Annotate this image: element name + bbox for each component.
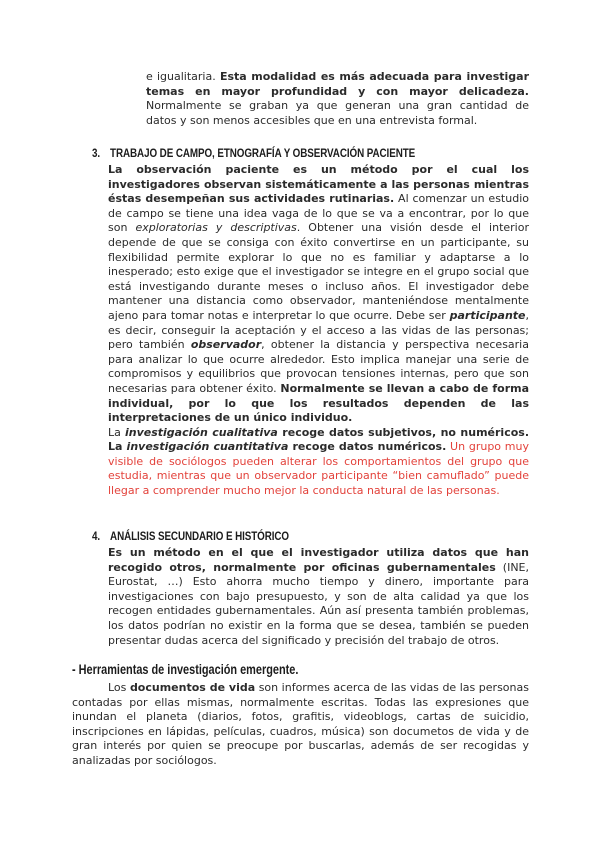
tools-body xyxy=(72,681,529,769)
section-3-heading xyxy=(92,146,415,160)
body-text: son informes acerca de las vidas de las personas contadas por ellas mismas, normalmente escritas. Todas las expresiones que inundan el planeta (diarios, fotos, grafitis, videoblogs, cartas de suicidio, inscripciones en lápidas, películas, cuadros, música) son documetos de vida y de gran interés por quien se preocupe por buscarlas, además de ser recogidas y analizadas por sociólogos. xyxy=(72,681,529,767)
section-3-body xyxy=(108,163,529,499)
section-number: 3. xyxy=(92,146,101,160)
body-text: . Obtener una visión desde el interior depende de que se consiga con éxito convertirse en un participante, su flexibilidad permite explorar lo que no es familiar y adaptarse a lo inesperado; esto exige que el investigador se integre en el grupo social que está investigando durante meses o incluso años. El investigador debe mantener una distancia como observador, manteniéndose mentalmente ajeno para tomar notas e interpretar lo que ocurre. Debe ser xyxy=(108,221,529,322)
lead-bold: Es un método en el que el investigador utiliza datos que han recogido otros, normalmente por oficinas gubernamentales xyxy=(108,546,529,574)
intro-bold: Esta modalidad es más adecuada para investigar xyxy=(219,70,529,83)
lead-bold: La observación paciente es un método por el cual los investigadores observan sistemáticamente a las personas mientras éstas desempeñan sus actividades rutinarias. xyxy=(108,163,529,206)
heading-text: - Herramientas de investigación emergente. xyxy=(72,661,299,677)
term-observador: observador xyxy=(190,338,262,352)
tools-heading xyxy=(72,661,298,677)
section-number: 4. xyxy=(92,529,101,543)
intro-line: datos y son menos accesibles que en una entrevista formal. xyxy=(146,113,478,127)
term-participante: participante xyxy=(449,308,526,322)
body-text: Al comenzar un estudio de campo se tiene una idea vaga de lo que se va a encontrar, por lo que son xyxy=(108,192,529,235)
section-4-body xyxy=(108,546,529,648)
body-bold: recoge datos subjetivos, no numéricos. La xyxy=(108,425,530,454)
term-documentos-de-vida: documentos de vida xyxy=(129,681,256,694)
section-3-para-2 xyxy=(108,426,529,499)
section-title: TRABAJO DE CAMPO, ETNOGRAFÍA Y OBSERVACIÓN PACIENTE xyxy=(110,146,416,160)
body-text: Los xyxy=(108,681,130,694)
italic-term: exploratorias y descriptivas xyxy=(135,221,297,235)
body-bold: recoge datos numéricos. xyxy=(288,440,447,454)
closing-bold: Normalmente se llevan a cabo de forma individual, por lo que los resultados dependen de las interpretaciones de un único individuo. xyxy=(108,381,530,425)
intro-text: e igualitaria. xyxy=(146,70,220,83)
body-text: (INE, Eurostat, …) Esto ahorra mucho tiempo y dinero, importante para investigaciones con bajo presupuesto, y son de alta calidad ya que los recogen entidades gubernamentales. Aún así presenta también problemas, los datos podrían no existir en la forma que se desea, también se pueden presentar dudas acerca del significado y precisión del trabajo de otros. xyxy=(108,560,529,647)
section-4-heading xyxy=(92,529,289,543)
highlight-red-text: Un grupo muy visible de sociólogos pueden alterar los comportamientos del grupo que estudia, mientras que un observador participante “bien camuflado” puede llegar a comprender mucho mejor la conducta natural de las personas. xyxy=(108,440,530,498)
term-cuantitativa: investigación cuantitativa xyxy=(126,440,289,454)
body-text: , es decir, conseguir la aceptación y el acceso a las vidas de las personas; pero también xyxy=(108,308,529,352)
intro-bold-line: temas en mayor profundidad y con mayor delicadeza. xyxy=(146,84,529,98)
intro-line: Normalmente se graban ya que generan una gran cantidad de xyxy=(146,99,529,113)
body-text: La xyxy=(108,425,125,439)
body-text: , obtener la distancia y perspectiva necesaria para analizar lo que ocurre alrededor. Esto implica manejar una serie de compromisos y equilibrios que provocan tensiones internas, pero que son necesarias para obtener éxito. xyxy=(108,338,529,395)
term-cualitativa: investigación cualitativa xyxy=(125,425,278,439)
intro-paragraph xyxy=(146,70,529,128)
section-title: ANÁLISIS SECUNDARIO E HISTÓRICO xyxy=(110,529,290,543)
